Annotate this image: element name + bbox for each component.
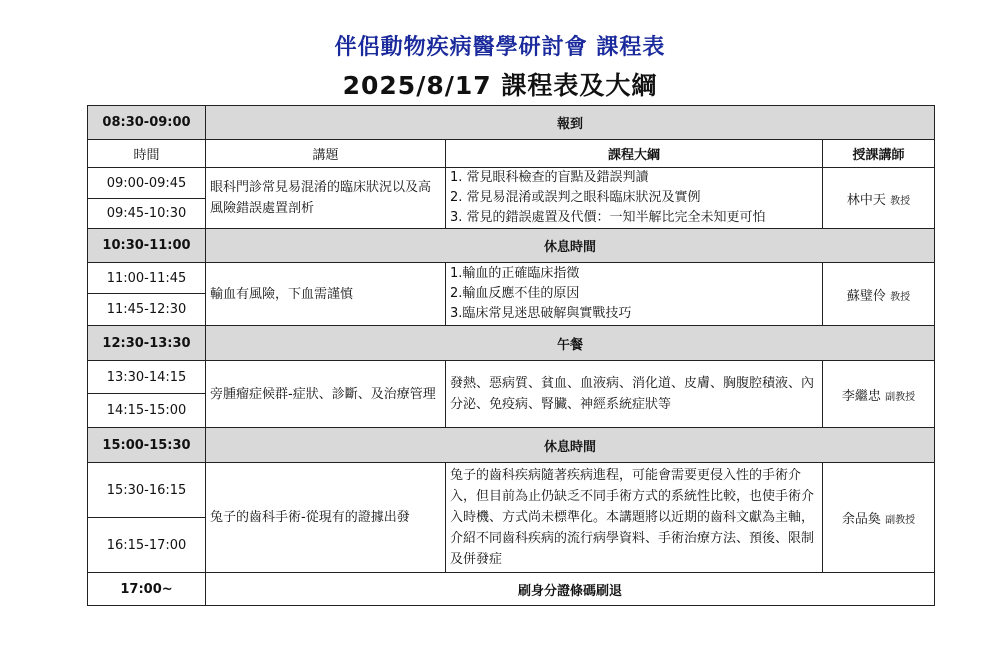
session1-time-1: 09:00-09:45 — [88, 168, 206, 199]
break1-row — [88, 229, 935, 263]
speaker-title: 教授 — [890, 291, 911, 303]
session2-row — [88, 263, 935, 294]
break1-time: 10:30-11:00 — [88, 229, 206, 263]
session4-outline: 兔子的齒科疾病隨著疾病進程，可能會需要更侵入性的手術介入，但目前為止仍缺乏不同手術方式的系統性比較，也使手術介入時機、方式尚未標準化。本講題將以近期的齒科文獻為主軸，介紹不同齒科疾病的流行病學資料、手術治療方法、預後、限制及併發症 — [446, 463, 823, 573]
session1-speaker — [823, 168, 935, 229]
break2-row — [88, 428, 935, 463]
session3-outline: 發熱、惡病質、貧血、血液病、消化道、皮膚、胸腹腔積液、內分泌、免疫病、腎臟、神經系統症狀等 — [446, 361, 823, 428]
column-header-speaker: 授課講師 — [823, 140, 935, 168]
session2-outline-item: 3.臨床常見迷思破解與實戰技巧 — [450, 306, 632, 321]
speaker-title: 教授 — [890, 195, 911, 207]
session2-time-2: 11:45-12:30 — [88, 294, 206, 326]
end-label: 刷身分證條碼刷退 — [206, 573, 935, 606]
break2-time: 15:00-15:30 — [88, 428, 206, 463]
column-header-topic: 講題 — [206, 140, 446, 168]
break1-label: 休息時間 — [206, 229, 935, 263]
session2-time-1: 11:00-11:45 — [88, 263, 206, 294]
session2-topic: 輸血有風險，下血需謹慎 — [206, 263, 446, 326]
session2-outline-item: 2.輸血反應不佳的原因 — [450, 286, 580, 301]
end-time: 17:00~ — [88, 573, 206, 606]
session3-row — [88, 361, 935, 394]
session2-outline-item: 1.輸血的正確臨床指徵 — [450, 266, 580, 281]
session1-outline-item: 1. 常見眼科檢查的盲點及錯誤判讀 — [450, 170, 649, 185]
session4-time-1: 15:30-16:15 — [88, 463, 206, 518]
speaker-title: 副教授 — [885, 391, 916, 403]
session1-outline-item: 2. 常見易混淆或誤判之眼科臨床狀況及實例 — [450, 190, 701, 205]
session3-speaker — [823, 361, 935, 428]
end-row — [88, 573, 935, 606]
speaker-name: 林中天 — [846, 192, 886, 208]
session2-speaker — [823, 263, 935, 326]
speaker-name: 蘇璧伶 — [846, 288, 886, 304]
session1-outline — [446, 168, 823, 229]
lunch-label: 午餐 — [206, 326, 935, 361]
session1-topic: 眼科門診常見易混淆的臨床狀況以及高風險錯誤處置剖析 — [206, 168, 446, 229]
session1-outline-item: 3. 常見的錯誤處置及代價：一知半解比完全未知更可怕 — [450, 210, 766, 225]
page-title: 伴侶動物疾病醫學研討會 課程表 — [334, 35, 666, 60]
session1-time-2: 09:45-10:30 — [88, 199, 206, 229]
lunch-row — [88, 326, 935, 361]
session4-time-2: 16:15-17:00 — [88, 518, 206, 573]
checkin-row — [88, 106, 935, 140]
session3-time-1: 13:30-14:15 — [88, 361, 206, 394]
session3-time-2: 14:15-15:00 — [88, 394, 206, 428]
session2-outline — [446, 263, 823, 326]
header-row — [88, 140, 935, 168]
speaker-title: 副教授 — [885, 515, 916, 526]
column-header-time: 時間 — [88, 140, 206, 168]
session4-topic: 兔子的齒科手術-從現有的證據出發 — [206, 463, 446, 573]
schedule-table — [87, 105, 935, 606]
session4-speaker — [823, 463, 935, 573]
page-subtitle: 2025/8/17 課程表及大綱 — [342, 71, 658, 100]
break2-label: 休息時間 — [206, 428, 935, 463]
speaker-name: 余品奐 — [841, 512, 881, 527]
checkin-label: 報到 — [206, 106, 935, 140]
lunch-time: 12:30-13:30 — [88, 326, 206, 361]
session4-row — [88, 463, 935, 518]
speaker-name: 李繼忠 — [841, 388, 881, 404]
checkin-time: 08:30-09:00 — [88, 106, 206, 140]
session3-topic: 旁腫瘤症候群-症狀、診斷、及治療管理 — [206, 361, 446, 428]
column-header-outline: 課程大綱 — [446, 140, 823, 168]
session1-row — [88, 168, 935, 199]
